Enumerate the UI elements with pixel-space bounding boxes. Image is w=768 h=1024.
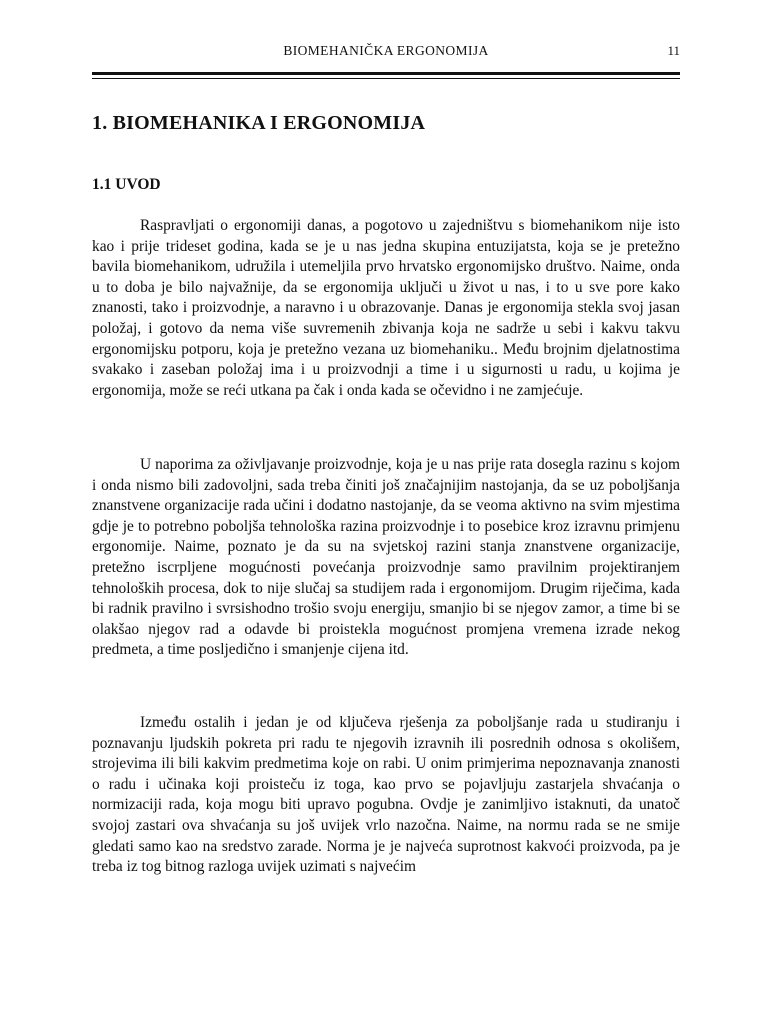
running-header [92, 40, 680, 62]
body-paragraph-1: Raspravljati o ergonomiji danas, a pogotovo u zajedništvu s biomehanikom nije isto kao i prije trideset godina, kada se je u nas jedna skupina entuzijatsta, koja se je pretežno bavila biomehanikom, udružila i utemeljila prvo hrvatsko ergonomijsko društvo. Naime, onda u to doba je bilo najvažnije, da se ergonomija uključi u život u nas, i to u sve pore kako znanosti, tako i proizvodnje, a naravno i u obrazovanje. Danas je ergonomija stekla svoj jasan položaj, i gotovo da nema više suvremenih zbivanja koja ne sadrže u sebi i kakvu takvu ergonomijsku potporu, koja je pretežno vezana uz biomehaniku.. Među brojnim djelatnostima svakako i zaseban položaj ima i u proizvodnji a time i u sigurnosti u radu, u kojima je ergonomija, može se reći utkana pa čak i onda kada se očevidno i ne zamjećuje. [92, 217, 680, 399]
running-title: BIOMEHANIČKA ERGONOMIJA [283, 43, 489, 58]
chapter-title: 1. BIOMEHANIKA I ERGONOMIJA [92, 112, 426, 134]
section-title: 1.1 UVOD [92, 176, 161, 193]
page-number: 11 [667, 43, 680, 58]
body-paragraph-2: U naporima za oživljavanje proizvodnje, koja je u nas prije rata dosegla razinu s kojom i onda nismo bili zadovoljni, sada treba činiti još značajnijim nastojanja, da se uz poboljšanja znanstvene organizacije rada učini i dodatno nastojanje, da se veoma aktivno na svim mjestima gdje je to potrebno poboljša tehnološka razina proizvodnje i to posebice kroz izravnu primjenu ergonomije. Naime, poznato je da su na svjetskoj razini stanja znanstvene organizacije, pretežno iscrpljene mogućnosti povećanja proizvodnje samo pravilnim projektiranjem tehnoloških procesa, dok to nije slučaj sa studijem rada i ergonomijom. Drugim riječima, kada bi radnik pravilno i svrsishodno trošio svoju energiju, smanjio bi se njegov zamor, a time bi se olakšao njegov rad a odavde bi proistekla mogućnost promjena vremena izrade nekog predmeta, a time posljedično i smanjenje cijena itd. [92, 456, 680, 659]
header-rule-thick [92, 72, 680, 75]
body-paragraph-3: Između ostalih i jedan je od ključeva rješenja za poboljšanje rada u studiranju i poznavanju ljudskih pokreta pri radu te njegovih izravnih ili posrednih odnosa s okolišem, strojevima ili bili kakvim predmetima koje on rabi. U onim primjerima nepoznavanja znanosti o radu i učinaka koji proisteču iz toga, kao prvo se pojavljuju zastarjela shvaćanja o normizaciji rada, koja mogu biti upravo pogubna. Ovdje je zanimljivo istaknuti, da unatoč svojoj zastari ova shvaćanja su još uvijek vrlo nazočna. Naime, na normu rada se ne smije gledati samo kao na sredstvo zarade. Norma je je najveća suprotnost kakvoći proizvoda, pa je treba iz tog bitnog razloga uvijek uzimati s najvećim [92, 714, 680, 876]
header-rule-thin [92, 78, 680, 79]
